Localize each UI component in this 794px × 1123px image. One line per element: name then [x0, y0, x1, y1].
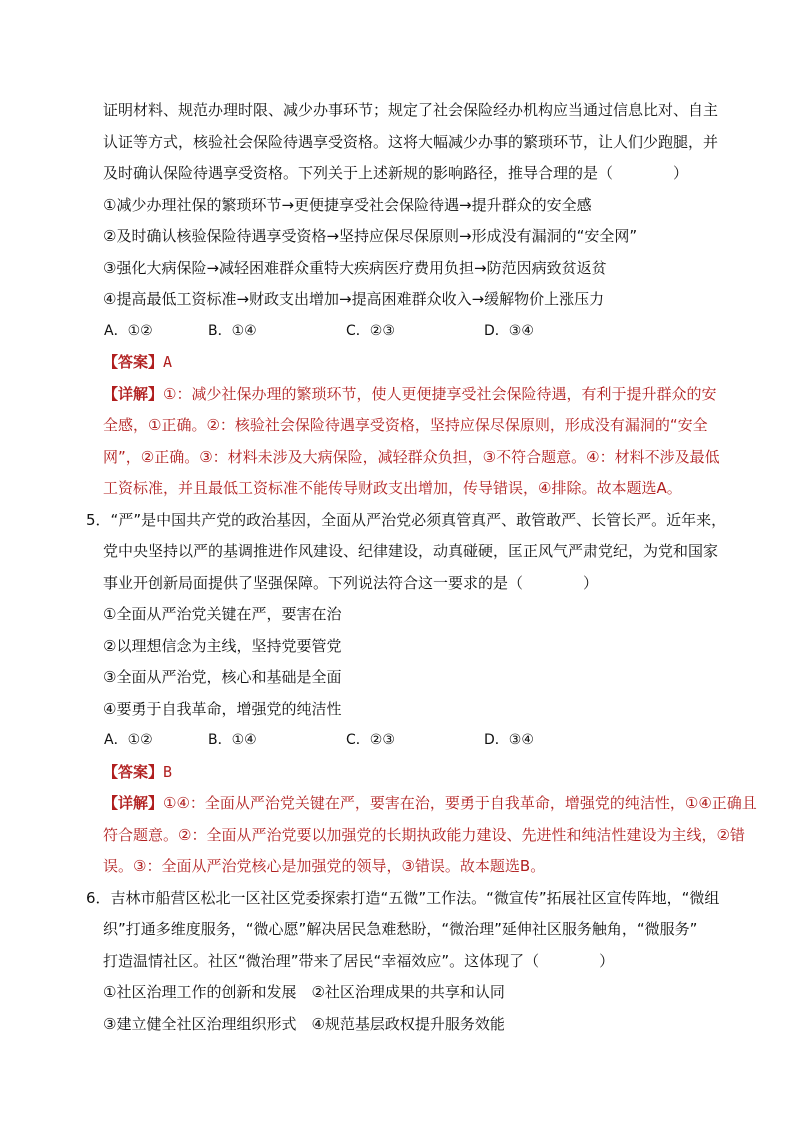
q5-detail-line-1 — [103, 793, 757, 813]
q5-option-d: D．③④ — [484, 732, 534, 748]
q4-stem-line-1: 证明材料、规范办理时限、减少办事环节；规定了社会保险经办机构应当通过信息比对、自主 — [103, 101, 719, 119]
q5-item-2: ②以理想信念为主线，坚持党要管党 — [103, 637, 342, 655]
q5-option-b: B．①④ — [208, 732, 257, 748]
q4-stem-line-3: 及时确认保险待遇享受资格。下列关于上述新规的影响路径，推导合理的是（ ） — [103, 164, 689, 182]
q4-stem-line-2: 认证等方式，核验社会保险待遇享受资格。这将大幅减少办事的繁琐环节，让人们少跑腿，并 — [103, 133, 719, 151]
q5-stem-line-2: 党中央坚持以严的基调推进作风建设、纪律建设，动真碰硬，匡正风气严肃党纪，为党和国家 — [103, 542, 719, 560]
q4-option-a: A．①② — [104, 323, 153, 339]
answer-value: A — [163, 353, 173, 371]
q5-detail-line-3: 误。③：全面从严治党核心是加强党的领导，③错误。故本题选B。 — [103, 857, 546, 875]
q4-item-1: ①减少办理社保的繁琐环节→更便捷享受社会保险待遇→提升群众的安全感 — [103, 196, 592, 214]
answer-label: 【答案】 — [103, 763, 164, 781]
q6-stem-line-1: 6．吉林市船营区松北一区社区党委探索打造“五微”工作法。“微宣传”拓展社区宣传阵地，“微组 — [86, 889, 720, 907]
q4-item-2: ②及时确认核验保险待遇享受资格→坚持应保尽保原则→形成没有漏洞的“安全网” — [103, 227, 638, 245]
q5-item-3: ③全面从严治党，核心和基础是全面 — [103, 668, 342, 686]
q4-option-c: C．②③ — [346, 323, 395, 339]
answer-label: 【答案】 — [103, 353, 164, 371]
q4-item-4: ④提高最低工资标准→财政支出增加→提高困难群众收入→缓解物价上涨压力 — [103, 290, 605, 308]
detail-text: ①④：全面从严治党关键在严，要害在治，要勇于自我革命，增强党的纯洁性，①④正确且 — [163, 794, 757, 812]
q4-detail-line-2: 全感，①正确。②：核验社会保险待遇享受资格，坚持应保尽保原则，形成没有漏洞的“安全 — [103, 416, 708, 434]
q4-answer — [103, 352, 172, 372]
q4-detail-line-4: 工资标准，并且最低工资标准不能传导财政支出增加，传导错误，④排除。故本题选A。 — [103, 479, 682, 497]
q5-option-a: A．①② — [104, 732, 153, 748]
q6-item-line-2: ③建立健全社区治理组织形式 ④规范基层政权提升服务效能 — [103, 1015, 505, 1033]
q5-option-c: C．②③ — [346, 732, 395, 748]
q5-item-1: ①全面从严治党关键在严，要害在治 — [103, 605, 342, 623]
detail-text: ①：减少社保办理的繁琐环节，使人更便捷享受社会保险待遇，有利于提升群众的安 — [163, 385, 717, 403]
q5-detail-line-2: 符合题意。②：全面从严治党要以加强党的长期执政能力建设、先进性和纯洁性建设为主线，②错 — [103, 826, 745, 844]
q6-stem-line-3: 打造温情社区。社区“微治理”带来了居民“幸福效应”。这体现了（ ） — [103, 952, 615, 970]
q5-stem-line-1: 5．“严”是中国共产党的政治基因，全面从严治党必须真管真严、敢管敢严、长管长严。近年来， — [86, 511, 727, 529]
q5-item-4: ④要勇于自我革命，增强党的纯洁性 — [103, 700, 342, 718]
q4-detail-line-3: 网”，②正确。③：材料未涉及大病保险，减轻群众负担，③不符合题意。④：材料不涉及最低 — [103, 448, 720, 466]
q5-stem-line-3: 事业开创新局面提供了坚强保障。下列说法符合这一要求的是（ ） — [103, 574, 599, 592]
q6-item-line-1: ①社区治理工作的创新和发展 ②社区治理成果的共享和认同 — [103, 983, 505, 1001]
q4-option-d: D．③④ — [484, 323, 534, 339]
q4-item-3: ③强化大病保险→减轻困难群众重特大疾病医疗费用负担→防范因病致贫返贫 — [103, 259, 607, 277]
q5-answer — [103, 762, 172, 782]
detail-label: 【详解】 — [103, 385, 164, 403]
detail-label: 【详解】 — [103, 794, 164, 812]
q6-stem-line-2: 织”打通多维度服务，“微心愿”解决居民急难愁盼，“微治理”延伸社区服务触角，“微服务” — [103, 920, 698, 938]
answer-value: B — [163, 763, 173, 781]
q4-detail-line-1 — [103, 384, 716, 404]
q4-option-b: B．①④ — [208, 323, 257, 339]
